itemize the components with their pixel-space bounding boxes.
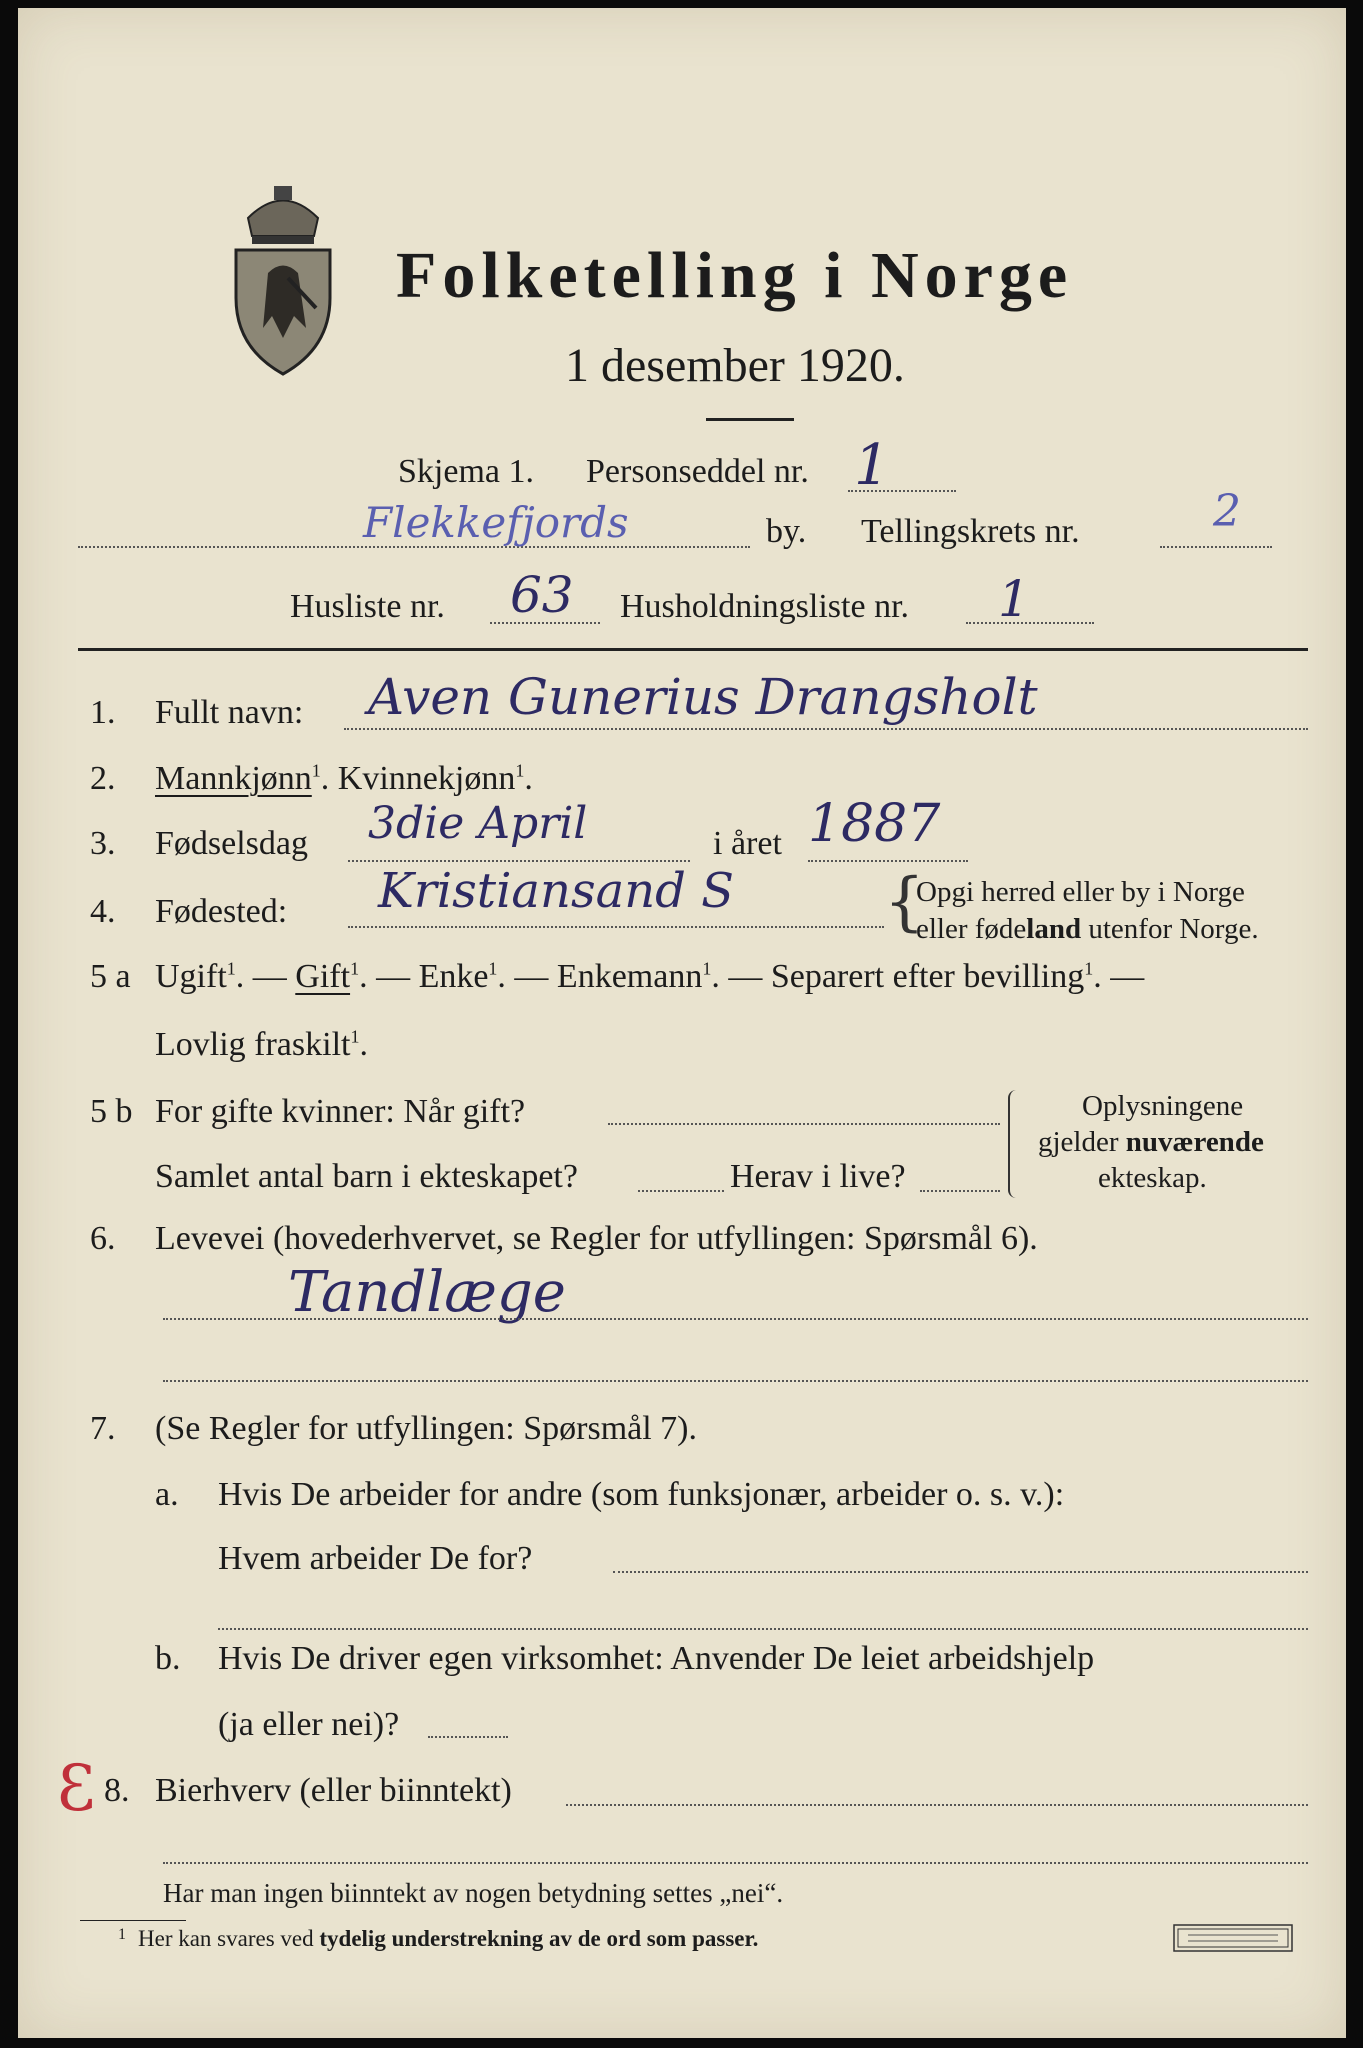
- occupation-field-1[interactable]: [163, 1318, 1308, 1320]
- q5b-note-line2: [1038, 1126, 1264, 1159]
- q5a-period: .: [711, 958, 720, 995]
- tellingskrets-field[interactable]: [1160, 546, 1272, 548]
- q2-options: [155, 760, 533, 798]
- header-separator: [78, 648, 1308, 651]
- q4-note-line1: Opgi herred eller by i Norge: [916, 876, 1245, 908]
- q7-label: (Se Regler for utfyllingen: Spørsmål 7).: [155, 1410, 698, 1447]
- tellingskrets-value: 2: [1213, 486, 1241, 537]
- q4-note-line2: [916, 913, 1259, 946]
- footnote-ref: 1: [226, 958, 236, 979]
- husholdning-label: Husholdningsliste nr.: [620, 588, 910, 625]
- q8-label: Bierhverv (eller biinntekt): [155, 1772, 512, 1809]
- q5a-period: .: [1093, 958, 1102, 995]
- q2-period: .: [524, 760, 533, 797]
- footnote-ref: 1: [350, 1026, 360, 1047]
- q7b-line2: (ja eller nei)?: [218, 1706, 400, 1743]
- side-income-field-2[interactable]: [163, 1862, 1308, 1864]
- option-separated[interactable]: Separert efter bevilling: [770, 958, 1085, 995]
- sep-4: —: [728, 958, 763, 995]
- footnote-ref: 1: [350, 958, 360, 979]
- q2-number: 2.: [90, 760, 116, 797]
- children-count-field[interactable]: [638, 1190, 724, 1192]
- footnote-ref: 1: [515, 760, 525, 781]
- sep-2: —: [376, 958, 411, 995]
- birth-year-field[interactable]: [808, 860, 968, 862]
- q7a-line1: Hvis De arbeider for andre (som funksjonær, arbeider o. s. v.):: [218, 1476, 1065, 1513]
- birthday-value: 3die April: [368, 798, 588, 849]
- husholdning-field[interactable]: [966, 622, 1094, 624]
- personseddel-label: Personseddel nr.: [586, 453, 809, 490]
- q7-number: 7.: [90, 1410, 116, 1447]
- norway-coat-of-arms-icon: [228, 178, 338, 378]
- option-widower[interactable]: Enkemann: [556, 958, 703, 995]
- footnote-text-b: tydelig understrekning av de ord som passer.: [319, 1926, 759, 1951]
- q3-number: 3.: [90, 825, 116, 862]
- q7b-number: b.: [155, 1640, 181, 1677]
- sep-5: —: [1110, 958, 1145, 995]
- q4-number: 4.: [90, 893, 116, 930]
- footnote: [118, 1926, 758, 1952]
- employer-field-1[interactable]: [613, 1571, 1308, 1573]
- option-female[interactable]: Kvinnekjønn: [337, 760, 516, 797]
- form-title: Folketelling i Norge: [396, 239, 1074, 312]
- q7a-line2: Hvem arbeider De for?: [218, 1540, 533, 1577]
- footnote-ref: 1: [488, 958, 498, 979]
- birthplace-value: Kristiansand S: [378, 863, 734, 919]
- married-when-field[interactable]: [608, 1123, 1000, 1125]
- option-male[interactable]: Mannkjønn: [155, 760, 312, 797]
- q5a-period: .: [359, 958, 368, 995]
- census-form-sheet: [18, 8, 1346, 2038]
- occupation-value: Tandlæge: [288, 1260, 566, 1325]
- husliste-value: 63: [510, 566, 574, 624]
- q1-number: 1.: [90, 694, 116, 731]
- sep-1: —: [252, 958, 287, 995]
- q8-number: 8.: [104, 1772, 130, 1809]
- by-label: by.: [766, 513, 807, 550]
- q3-label: Fødselsdag: [155, 825, 308, 862]
- q8-margin-mark: 3: [56, 1752, 97, 1826]
- option-divorced[interactable]: Lovlig fraskilt: [155, 1026, 351, 1063]
- q5b-number: 5 b: [90, 1093, 133, 1130]
- q5b-children-label: Samlet antal barn i ekteskapet?: [155, 1158, 578, 1195]
- occupation-field-2[interactable]: [163, 1380, 1308, 1382]
- q5b-alive-label: Herav i live?: [730, 1158, 906, 1195]
- footnote-ref: 1: [311, 760, 321, 781]
- q2-period: .: [320, 760, 330, 797]
- q4-note-b: land: [1026, 913, 1082, 945]
- q4-label: Fødested:: [155, 893, 288, 930]
- q5b-line1: For gifte kvinner: Når gift?: [155, 1093, 526, 1130]
- year-label: i året: [713, 825, 782, 862]
- q4-note-a: eller føde: [916, 913, 1027, 945]
- sep-3: —: [514, 958, 549, 995]
- personseddel-value: 1: [854, 433, 890, 498]
- q5a-period: .: [235, 958, 245, 995]
- employer-field-2[interactable]: [218, 1628, 1308, 1630]
- birthday-field[interactable]: [348, 860, 690, 862]
- birthplace-field[interactable]: [348, 926, 884, 928]
- side-income-field-1[interactable]: [566, 1804, 1308, 1806]
- option-unmarried[interactable]: Ugift: [155, 958, 227, 995]
- side-income-note: Har man ingen biinntekt av nogen betydning settes „nei“.: [163, 1878, 784, 1908]
- children-alive-field[interactable]: [920, 1190, 1000, 1192]
- q5b-note-a: gjelder: [1038, 1126, 1126, 1158]
- q5b-note-line3: ekteskap.: [1098, 1162, 1207, 1194]
- q5b-brace: [1008, 1090, 1026, 1198]
- footnote-rule: [80, 1920, 186, 1921]
- marital-status-options: [155, 958, 1144, 996]
- tellingskrets-label: Tellingskrets nr.: [861, 513, 1080, 550]
- husholdning-value: 1: [998, 570, 1030, 628]
- husliste-label: Husliste nr.: [290, 588, 445, 625]
- q5b-note-line1: Oplysningene: [1082, 1090, 1244, 1122]
- q7a-number: a.: [155, 1476, 179, 1513]
- birth-year-value: 1887: [808, 794, 941, 854]
- q6-number: 6.: [90, 1220, 116, 1257]
- hired-help-field[interactable]: [428, 1736, 508, 1738]
- full-name-value: Aven Gunerius Drangsholt: [368, 668, 1038, 726]
- option-divorced-line: [155, 1026, 368, 1064]
- q7b-line1: Hvis De driver egen virksomhet: Anvender De leiet arbeidshjelp: [218, 1640, 1095, 1677]
- q5a-period: .: [359, 1026, 368, 1063]
- footnote-ref: 1: [702, 958, 712, 979]
- footnote-ref: 1: [1084, 958, 1094, 979]
- q5b-note-b: nuværende: [1125, 1126, 1264, 1158]
- q6-label: Levevei (hovederhvervet, se Regler for utfyllingen: Spørsmål 6).: [155, 1220, 1038, 1257]
- q4-note-c: utenfor Norge.: [1081, 913, 1259, 945]
- q5a-period: .: [497, 958, 506, 995]
- footnote-number: 1: [118, 1926, 126, 1943]
- q1-label: Fullt navn:: [155, 694, 304, 731]
- footnote-text-a: Her kan svares ved: [138, 1926, 320, 1951]
- q4-brace: {: [884, 865, 925, 939]
- schema-label: Skjema 1.: [398, 453, 534, 490]
- census-date: 1 desember 1920.: [565, 339, 905, 392]
- full-name-field[interactable]: [344, 728, 1308, 730]
- option-married[interactable]: Gift: [295, 958, 351, 995]
- title-divider: [706, 418, 794, 421]
- printer-stamp: [1173, 1924, 1293, 1952]
- q5a-number: 5 a: [90, 958, 131, 995]
- option-widow[interactable]: Enke: [418, 958, 489, 995]
- town-value: Flekkefjords: [363, 498, 629, 547]
